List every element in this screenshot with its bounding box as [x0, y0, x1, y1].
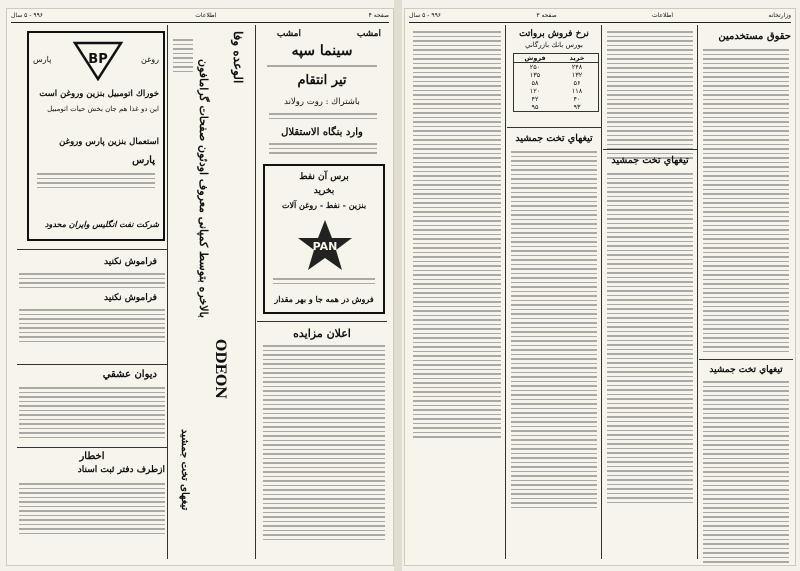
bp-logo-text: BP — [88, 52, 108, 67]
divider — [17, 249, 167, 250]
pan-line-2: بخريد — [313, 186, 335, 196]
diwan-title: ديوان عشقي — [102, 369, 157, 380]
right-page-number: صفحه ۳ — [536, 12, 557, 19]
ad-footer: شركت نفت انگليس وايران محدود — [44, 219, 159, 229]
rate-cell: ۴۲ — [531, 95, 539, 103]
text-block — [19, 273, 165, 291]
column-divider — [255, 25, 256, 559]
right-issue: ۹۹۶ - ۵ سال — [409, 12, 442, 19]
text-block — [19, 387, 165, 441]
rates-header-cell: خريد — [569, 54, 585, 62]
right-paper-name: اطلاعات — [651, 12, 674, 19]
article-text — [607, 173, 693, 506]
blades-ad-title: تيغهاي تخت جمشيد — [709, 365, 783, 375]
divider — [17, 364, 167, 365]
ad-line-2: اين دو غذا هم جان بخش حيات اتومبيل — [47, 105, 159, 113]
table-row — [514, 103, 598, 111]
table-row — [514, 87, 598, 95]
pan-line-3: بنزين - نفط - روغن آلات — [281, 200, 367, 210]
article-text — [413, 31, 501, 441]
divider — [699, 359, 793, 360]
text-block — [273, 278, 375, 287]
divider — [507, 127, 601, 128]
ad-line-3: استعمال بنزين پارس وروغن — [59, 137, 159, 147]
pan-footer: فروش در همه جا و بهر مقدار — [274, 294, 374, 304]
cinema-small-right: امشب — [356, 29, 381, 39]
left-newspaper-page — [6, 8, 394, 566]
rate-cell: ۱۳۲ — [571, 71, 583, 79]
vertical-banner-text: بالاخره بتوسط کمپانی معروف اودئون صفحات گرامافون — [197, 59, 210, 318]
rate-cell: ۱۳۵ — [529, 71, 541, 79]
bp-logo-icon — [73, 41, 123, 81]
rate-cell: ۹۳ — [573, 103, 581, 111]
pan-logo-text: PAN — [312, 240, 338, 253]
employees-rights-title: حقوق مستخدمين — [718, 31, 791, 42]
left-issue: ۹۹۶ - ۵ سال — [11, 12, 44, 19]
table-row — [514, 63, 598, 71]
rate-cell: ۴۰ — [573, 95, 581, 103]
ad-word-left: پارس — [33, 55, 52, 64]
rate-cell: ۱۲۰ — [529, 87, 541, 95]
cinema-line-1: باشتراك : روت رولاند — [284, 97, 360, 107]
pan-advertisement — [263, 164, 385, 314]
cinema-name: سينما سپه — [291, 43, 353, 59]
text-block — [269, 113, 377, 122]
table-row — [514, 79, 598, 87]
auction-text — [263, 345, 385, 543]
reminder-title: فراموش نكنيد — [104, 257, 157, 267]
text-block — [269, 143, 377, 157]
column-divider — [167, 25, 168, 559]
pan-logo-icon — [295, 218, 355, 274]
left-page-header — [11, 12, 389, 23]
exchange-rates-subtitle: بورس بانك بازرگاني — [525, 41, 583, 49]
column-divider — [505, 25, 506, 559]
notice-title: اخطار — [79, 451, 105, 462]
notice-subtitle: ازطرف دفتر ثبت اسناد — [77, 465, 165, 475]
rate-cell: ۵۶ — [573, 79, 581, 87]
rate-cell: ۹۵ — [531, 103, 539, 111]
vertical-banner-heading: الوعده وفا — [231, 31, 245, 84]
right-page-header — [409, 12, 791, 23]
rate-cell: ۲۵۰ — [529, 63, 541, 71]
column-divider — [601, 25, 602, 559]
pan-line-1: برس آن نفط — [299, 172, 349, 182]
rate-cell: ۵۸ — [531, 79, 539, 87]
blades-ad-title-2: تيغهاي تخت جمشيد — [611, 155, 689, 166]
right-section: وزارتخانه — [768, 12, 791, 19]
bp-advertisement — [27, 31, 165, 241]
ad-line-1: خوراك اتومبيل بنزين وروغن است — [39, 89, 159, 99]
odeon-brand: ODEON — [212, 339, 228, 399]
divider — [603, 149, 697, 150]
article-text — [703, 381, 789, 566]
text-block — [267, 65, 377, 70]
table-row — [514, 71, 598, 79]
rates-header-cell: فروش — [524, 54, 546, 62]
text-block — [19, 309, 165, 345]
left-paper-name: اطلاعات — [195, 12, 217, 19]
divider — [17, 447, 167, 448]
exchange-rates-title: نرخ فروش برواتت — [519, 29, 589, 39]
film-title: تير انتقام — [297, 73, 347, 88]
article-text — [607, 31, 693, 162]
ad-word-right: روغن — [141, 55, 159, 64]
cinema-line-2: وارد بنگاه الاستقلال — [281, 127, 363, 138]
article-text — [511, 151, 597, 511]
ad-small-text — [37, 173, 155, 191]
rates-header-row — [514, 54, 598, 63]
article-text — [703, 49, 789, 355]
rate-cell: ۱۱۸ — [571, 87, 583, 95]
blades-vertical: تیغهای تخت جمشید — [179, 429, 190, 511]
cinema-small-left: امشب — [276, 29, 301, 39]
rate-cell: ۲۴۸ — [571, 63, 583, 71]
auction-title: اعلان مزايده — [293, 327, 351, 340]
text-block — [19, 483, 165, 537]
reminder-title-2: فراموش نكنيد — [104, 293, 157, 303]
page-gutter — [394, 0, 402, 571]
exchange-rates-table — [513, 53, 599, 112]
divider — [257, 321, 387, 322]
left-page-number: صفحه ۴ — [368, 12, 389, 19]
text-block — [173, 39, 193, 75]
ad-line-4: پارس — [132, 155, 155, 166]
blades-ad-title-3: تيغهاي تخت جمشيد — [515, 133, 593, 144]
table-row — [514, 95, 598, 103]
right-newspaper-page — [404, 8, 796, 566]
column-divider — [697, 25, 698, 559]
